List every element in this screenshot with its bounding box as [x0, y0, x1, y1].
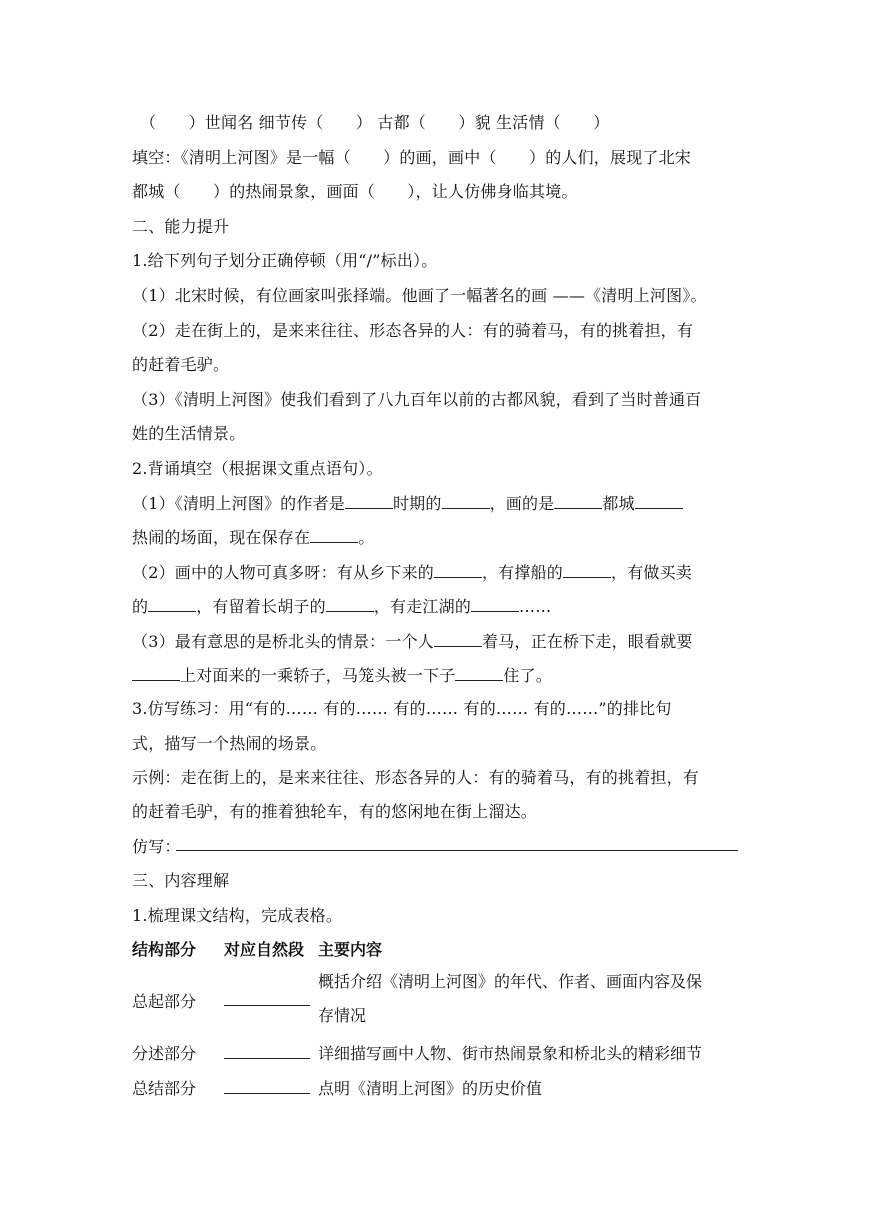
- table-row-2-part: 分述部分: [132, 1044, 197, 1063]
- q2-3-text: 上对面来的一乘轿子，马笼头被一下子: [180, 666, 456, 685]
- q2-3-blank-2[interactable]: [132, 665, 180, 681]
- q2-2-line-1: [132, 562, 742, 583]
- q2-2-text: 的: [132, 597, 149, 616]
- table-row-1-part: 总起部分: [132, 992, 197, 1011]
- section-2-title: 二、能力提升: [132, 217, 230, 236]
- fill-blank-line-1: 填空：《清明上河图》是一幅（ ）的画，画中（ ）的人们，展现了北宋: [132, 148, 692, 167]
- q2-3-text: （3）最有意思的是桥北头的情景：一个人: [132, 632, 434, 651]
- q2-2-blank-2[interactable]: [563, 562, 611, 578]
- fill-blank-line-2: 都城（ ）的热闹景象，画面（ ），让人仿佛身临其境。: [132, 182, 578, 201]
- q3-answer-blank[interactable]: [176, 850, 738, 851]
- q3-example-2: 的赶着毛驴，有的推着独轮车，有的悠闲地在街上溜达。: [132, 802, 538, 821]
- idiom-fill-line: （ ）世闻名 细节传（ ） 古都（ ）貌 生活情（ ）: [140, 113, 610, 132]
- q2-1-line-1: [132, 493, 742, 514]
- table-row-1-blank[interactable]: [224, 1005, 310, 1006]
- table-row-2-blank[interactable]: [224, 1058, 310, 1059]
- q2-1-text: 热闹的场面，现在保存在: [132, 528, 311, 547]
- table-row-2-content: 详细描写画中人物、街市热闹景象和桥北头的精彩细节: [318, 1044, 703, 1063]
- q1-sentence-1: （1）北宋时候，有位画家叫张择端。他画了一幅著名的画 ——《清明上河图》。: [132, 286, 707, 305]
- q3-answer-label: 仿写：: [132, 837, 181, 856]
- q2-2-blank-3[interactable]: [148, 596, 196, 612]
- q2-2-text: ，有留着长胡子的: [196, 597, 326, 616]
- q2-1-blank-1[interactable]: [345, 493, 393, 509]
- q2-3-text: 着马，正在桥下走，眼看就要: [481, 632, 693, 651]
- q2-1-text: 。: [358, 528, 375, 547]
- q2-2-blank-1[interactable]: [434, 562, 482, 578]
- q3-example-1: 示例：走在街上的，是来来往往、形态各异的人：有的骑着马，有的挑着担，有: [132, 768, 700, 787]
- q3-instruction-2: 式，描写一个热闹的场景。: [132, 734, 327, 753]
- q3-instruction-1: 3.仿写练习：用“有的…… 有的…… 有的…… 有的…… 有的……”的排比句: [132, 699, 672, 718]
- section-3-q1: 1.梳理课文结构，完成表格。: [132, 906, 343, 925]
- table-row-3-content: 点明《清明上河图》的历史价值: [318, 1079, 543, 1098]
- q2-2-blank-5[interactable]: [471, 596, 519, 612]
- q2-1-text: ，画的是: [489, 494, 555, 513]
- table-row-3-part: 总结部分: [132, 1079, 197, 1098]
- q2-1-blank-4[interactable]: [635, 493, 683, 509]
- q2-2-text: ，有走江湖的: [373, 597, 472, 616]
- table-row-1-content-1: 概括介绍《清明上河图》的年代、作者、画面内容及保: [318, 972, 703, 991]
- q2-2-text: （2）画中的人物可真多呀：有从乡下来的: [132, 563, 434, 582]
- q2-1-blank-3[interactable]: [554, 493, 602, 509]
- q2-1-blank-5[interactable]: [310, 527, 358, 543]
- q1-sentence-2b: 的赶着毛驴。: [132, 355, 230, 374]
- q3-answer-line: [132, 837, 742, 857]
- table-row-1-content-2: 存情况: [318, 1006, 367, 1025]
- q2-1-line-2: [132, 527, 742, 548]
- table-row-3-blank[interactable]: [224, 1093, 310, 1094]
- q2-3-line-2: [132, 665, 742, 686]
- q1-sentence-2a: （2）走在街上的，是来来往往、形态各异的人：有的骑着马，有的挑着担，有: [132, 321, 694, 340]
- table-header-part: 结构部分: [132, 940, 197, 959]
- q2-1-text: 时期的: [392, 494, 442, 513]
- q1-sentence-3b: 姓的生活情景。: [132, 424, 246, 443]
- q2-2-text: ，有撑船的: [481, 563, 563, 582]
- q2-3-blank-1[interactable]: [434, 631, 482, 647]
- q2-3-blank-3[interactable]: [455, 665, 503, 681]
- q2-3-line-1: [132, 631, 742, 652]
- table-header-paragraph: 对应自然段: [224, 940, 305, 959]
- q2-2-text: ……: [519, 597, 552, 616]
- q2-3-text: 住了。: [503, 666, 553, 685]
- table-header-content: 主要内容: [318, 940, 383, 959]
- q2-1-text: 都城: [602, 494, 635, 513]
- section-3-title: 三、内容理解: [132, 871, 230, 890]
- q2-2-blank-4[interactable]: [326, 596, 374, 612]
- q2-2-line-2: [132, 596, 742, 617]
- q1-instruction: 1.给下列句子划分正确停顿（用“/”标出）。: [132, 251, 438, 270]
- q1-sentence-3a: （3）《清明上河图》使我们看到了八九百年以前的古都风貌，看到了当时普通百: [132, 390, 702, 409]
- q2-2-text: ，有做买卖: [611, 563, 693, 582]
- q2-1-blank-2[interactable]: [442, 493, 490, 509]
- q2-instruction: 2.背诵填空（根据课文重点语句）。: [132, 459, 383, 478]
- q2-1-text: （1）《清明上河图》的作者是: [132, 494, 345, 513]
